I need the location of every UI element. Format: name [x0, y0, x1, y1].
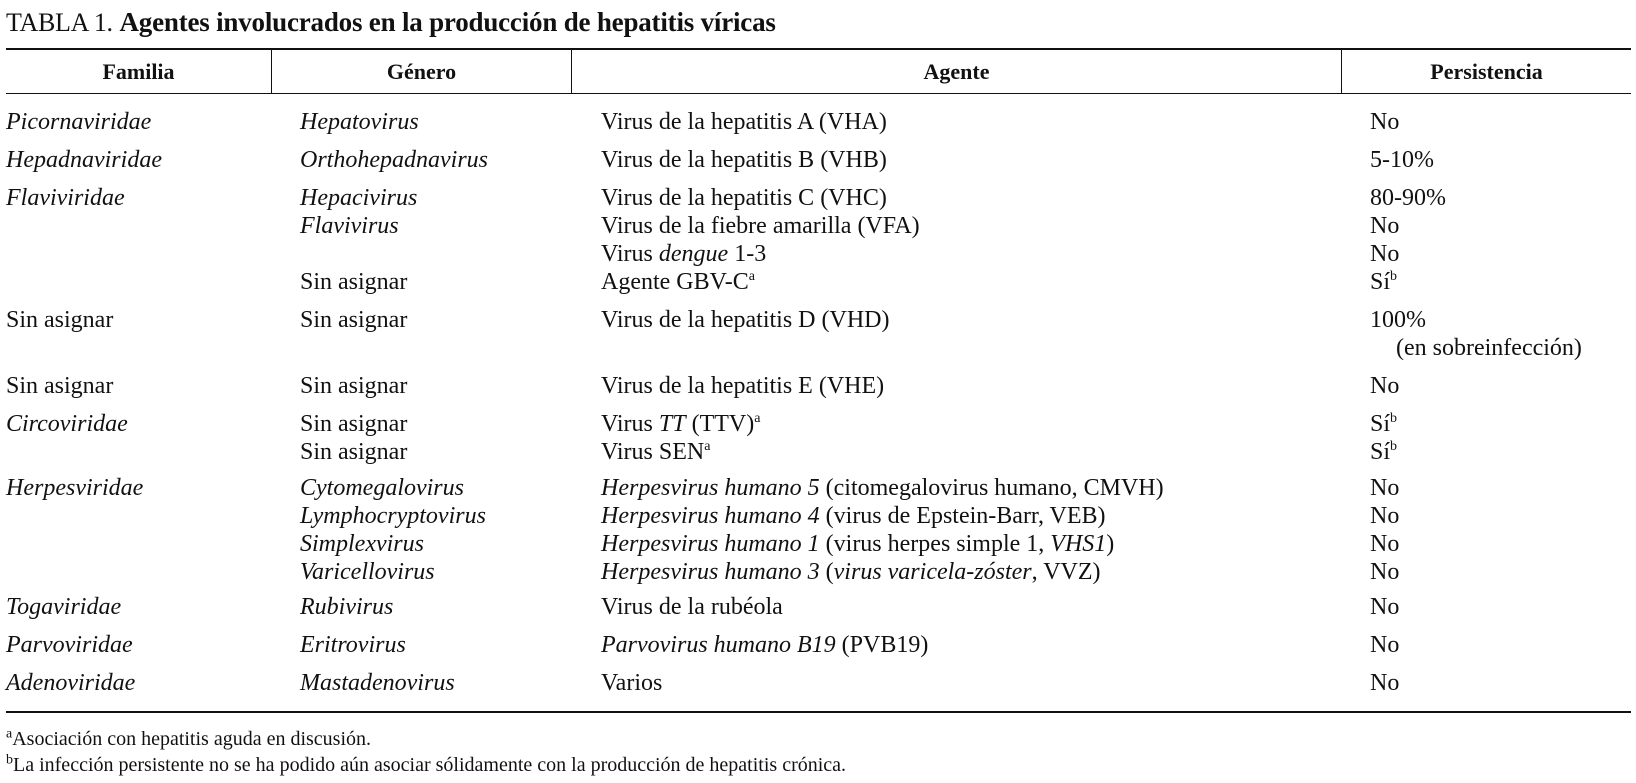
agente-cell: [601, 410, 760, 466]
genero-line: Lymphocryptovirus: [300, 503, 486, 529]
persistencia-cell: No: [1370, 109, 1400, 135]
agente-text: (virus herpes simple 1,: [819, 531, 1051, 557]
agente-italic: Herpesvirus humano 4: [601, 503, 820, 529]
familia-cell: Togaviridae: [6, 594, 122, 620]
footnote-mark: b: [6, 752, 13, 768]
genero-cell: Hepatovirus: [300, 109, 419, 135]
familia-cell: Hepadnaviridae: [6, 147, 162, 173]
genero-line: Sin asignar: [300, 439, 408, 465]
persistencia-line: No: [1370, 475, 1400, 501]
table-caption: [6, 6, 776, 39]
familia-cell: Circoviridae: [6, 411, 128, 437]
genero-line: Flavivirus: [300, 213, 399, 239]
agente-text: 1-3: [728, 241, 767, 267]
agente-line: Virus de la hepatitis C (VHC): [601, 185, 887, 211]
header-genero: Género: [386, 59, 457, 84]
persistencia-line: No: [1370, 213, 1400, 239]
agente-italic: TT: [658, 411, 686, 437]
persistencia-line: No: [1370, 531, 1400, 557]
agente-cell: Varios: [601, 670, 663, 696]
agente-cell: Virus de la hepatitis B (VHB): [601, 147, 887, 173]
agente-text: (: [819, 559, 834, 585]
footnote-mark: a: [704, 439, 711, 454]
header-persistencia: Persistencia: [1430, 59, 1543, 84]
genero-cell: Orthohepadnavirus: [300, 147, 488, 173]
agente-italic: VHS1: [1050, 531, 1107, 557]
genero-line: Hepacivirus: [300, 185, 418, 211]
agente-text: Virus: [601, 241, 659, 267]
agente-cell: Virus de la hepatitis D (VHD): [601, 307, 890, 333]
genero-cell: Sin asignar: [300, 307, 408, 333]
agente-cell: [601, 631, 928, 659]
genero-cell: [300, 184, 417, 296]
agente-text: ): [1106, 531, 1115, 557]
persistencia-line: No: [1370, 241, 1400, 267]
header-agente: Agente: [923, 59, 990, 84]
persistencia-line: [1370, 438, 1397, 466]
agente-cell: Virus de la hepatitis A (VHA): [601, 109, 887, 135]
agente-italic: Herpesvirus humano 3: [601, 559, 820, 585]
familia-cell: Sin asignar: [6, 373, 114, 399]
agente-text: Agente GBV-C: [601, 269, 749, 295]
agente-line: [601, 268, 920, 296]
footnote-text: Asociación con hepatitis aguda en discusión.: [12, 728, 372, 750]
genero-line: Varicellovirus: [300, 559, 435, 585]
agente-italic: dengue: [658, 241, 729, 267]
agente-text: (TTV): [685, 411, 755, 437]
genero-cell: Eritrovirus: [300, 632, 406, 658]
persistencia-line: No: [1370, 559, 1400, 585]
footnote-b: [6, 752, 846, 778]
persistencia-cell: [1370, 306, 1582, 362]
persistencia-cell: 5-10%: [1370, 147, 1434, 173]
genero-cell: [300, 410, 407, 466]
familia-cell: Herpesviridae: [6, 475, 144, 501]
persistencia-cell: No: [1370, 594, 1400, 620]
agente-italic: Parvovirus humano B19: [601, 632, 836, 658]
persistencia-cell: [1370, 184, 1446, 296]
agente-cell: [601, 474, 1164, 586]
persistencia-line: [1370, 268, 1446, 296]
persistencia-line: 100%: [1370, 307, 1426, 333]
familia-cell: Adenoviridae: [6, 670, 136, 696]
agente-line: [601, 530, 1164, 558]
persistencia-cell: [1370, 410, 1397, 466]
agente-text: Virus SEN: [601, 439, 705, 465]
agente-line: [601, 240, 920, 268]
genero-cell: Mastadenovirus: [300, 670, 455, 696]
familia-cell: Flaviviridae: [6, 185, 125, 211]
agente-line: [601, 438, 760, 466]
genero-line: Simplexvirus: [300, 531, 424, 557]
agente-text: (citomegalovirus humano, CMVH): [819, 475, 1164, 501]
persistencia-line: (en sobreinfección): [1396, 335, 1582, 361]
persistencia-cell: No: [1370, 373, 1400, 399]
footnote-text: La infección persistente no se ha podido aún asociar sólidamente con la producción de hepatitis crónica.: [13, 754, 847, 776]
agente-line: [601, 474, 1164, 502]
footnote-mark: b: [1390, 411, 1398, 426]
agente-italic: virus varicela-zóster: [833, 559, 1032, 585]
persistencia-text: Sí: [1370, 269, 1391, 295]
header-familia: Familia: [102, 59, 175, 84]
agente-text: , VVZ): [1031, 559, 1101, 585]
agente-line: [601, 502, 1164, 530]
footnote-mark: b: [1390, 439, 1398, 454]
agente-line: [601, 410, 760, 438]
persistencia-line: 80-90%: [1370, 185, 1446, 211]
agente-cell: Virus de la hepatitis E (VHE): [601, 373, 885, 399]
agente-italic: Herpesvirus humano 5: [601, 475, 820, 501]
footnote-mark: a: [748, 269, 755, 284]
footnote-mark: a: [754, 411, 761, 426]
agente-text: (PVB19): [835, 632, 929, 658]
persistencia-cell: No: [1370, 670, 1400, 696]
familia-cell: Sin asignar: [6, 307, 114, 333]
table-number: TABLA 1.: [6, 8, 113, 37]
genero-line: [300, 240, 417, 268]
footnote-a: [6, 726, 846, 752]
footnotes: [6, 726, 846, 778]
genero-line: Sin asignar: [300, 269, 408, 295]
agente-text: Virus: [601, 411, 659, 437]
footnote-mark: b: [1390, 269, 1398, 284]
persistencia-line: No: [1370, 503, 1400, 529]
genero-cell: Sin asignar: [300, 373, 408, 399]
agente-text: (virus de Epstein-Barr, VEB): [819, 503, 1106, 529]
persistencia-line: [1370, 410, 1397, 438]
familia-cell: Parvoviridae: [6, 632, 133, 658]
persistencia-text: Sí: [1370, 411, 1391, 437]
genero-line: Cytomegalovirus: [300, 475, 464, 501]
bottom-rule: [6, 711, 1631, 713]
agente-line: [601, 558, 1164, 586]
genero-cell: [300, 474, 486, 586]
genero-line: Sin asignar: [300, 411, 408, 437]
persistencia-cell: [1370, 474, 1399, 586]
table-title: Agentes involucrados en la producción de hepatitis víricas: [119, 7, 776, 37]
agente-cell: [601, 184, 920, 296]
persistencia-text: Sí: [1370, 439, 1391, 465]
header-rule: [6, 93, 1631, 94]
agente-line: Virus de la fiebre amarilla (VFA): [601, 213, 920, 239]
genero-cell: Rubivirus: [300, 594, 394, 620]
agente-italic: Herpesvirus humano 1: [601, 531, 820, 557]
agente-cell: Virus de la rubéola: [601, 594, 783, 620]
persistencia-cell: No: [1370, 632, 1400, 658]
familia-cell: Picornaviridae: [6, 109, 152, 135]
footnote-mark: a: [6, 726, 13, 742]
